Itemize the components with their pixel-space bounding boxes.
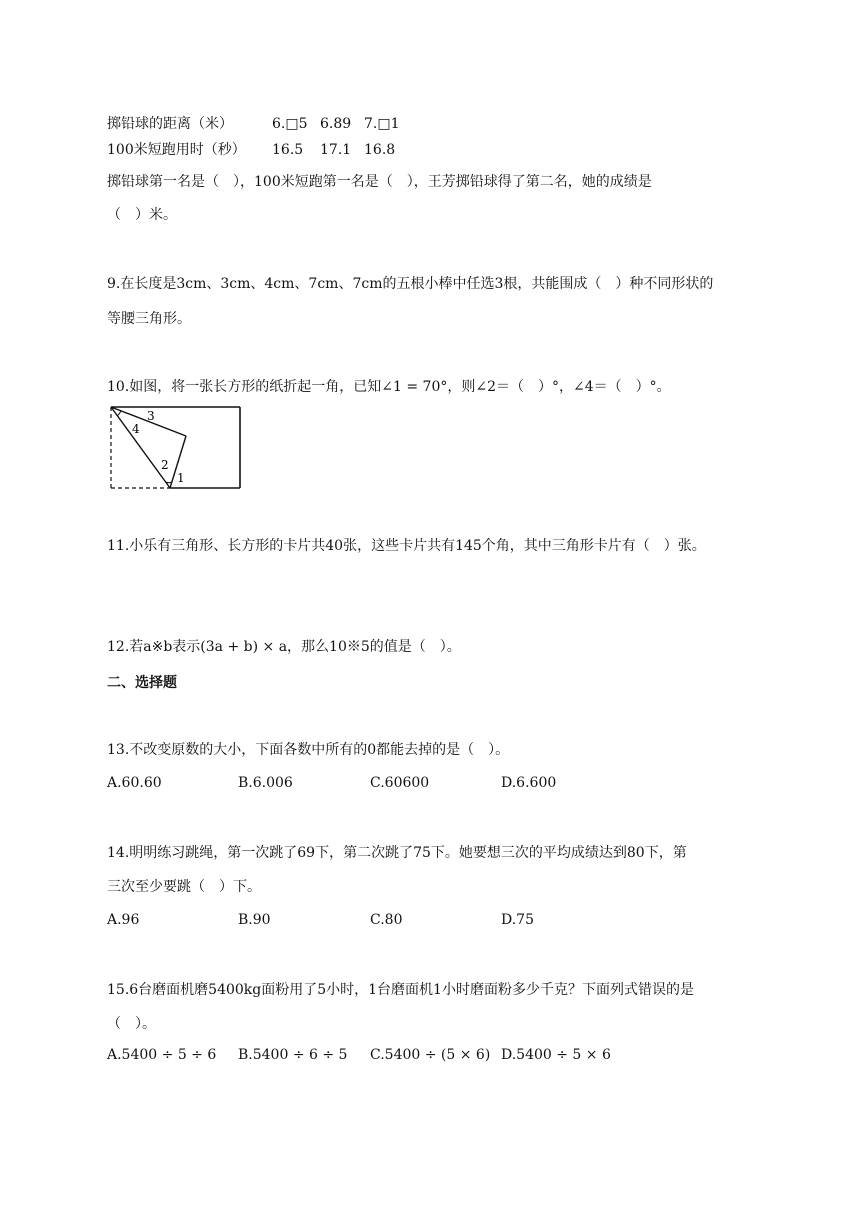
section-title-choice-questions: 二、选择题 bbox=[107, 675, 177, 691]
angle-label-4: 4 bbox=[132, 422, 140, 436]
q15-text-line1: 15.6台磨面机磨5400kg面粉用了5小时，1台磨面机1小时磨面粉多少千克？下面列式错误的是 bbox=[107, 982, 694, 998]
q15-option-a: A.5400 ÷ 5 ÷ 6 bbox=[107, 1047, 217, 1063]
q14-text-line2: 三次至少要跳（ ）下。 bbox=[107, 879, 261, 895]
angle-arc-top bbox=[117, 410, 121, 416]
q15-option-b: B.5400 ÷ 6 ÷ 5 bbox=[238, 1047, 348, 1063]
q14-option-a: A.96 bbox=[107, 912, 140, 928]
q10-text: 10.如图，将一张长方形的纸折起一角，已知∠1 = 70°，则∠2＝（ ）°，∠4＝（ ）°。 bbox=[107, 379, 671, 395]
q8-row-1-value-2: 6.89 bbox=[320, 116, 352, 132]
q14-option-c: C.80 bbox=[370, 912, 403, 928]
angle-label-3: 3 bbox=[147, 409, 155, 423]
q13-text: 13.不改变原数的大小，下面各数中所有的0都能去掉的是（ ）。 bbox=[107, 742, 510, 758]
angle-label-2: 2 bbox=[161, 458, 169, 472]
q8-row-1-value-3: 7.□1 bbox=[364, 116, 400, 132]
angle-arc-bottom bbox=[166, 482, 172, 483]
q8-row-1-label: 掷铅球的距离（米） bbox=[107, 116, 233, 132]
angle-label-1: 1 bbox=[177, 471, 185, 485]
q15-text-line2: （ ）。 bbox=[107, 1016, 156, 1032]
q14-option-d: D.75 bbox=[501, 912, 534, 928]
q15-option-c: C.5400 ÷ (5 × 6) bbox=[370, 1047, 491, 1063]
q8-row-2-value-2: 17.1 bbox=[320, 142, 352, 158]
q8-row-2-label: 100米短跑用时（秒） bbox=[107, 142, 246, 158]
q14-option-b: B.90 bbox=[238, 912, 271, 928]
q8-row-2-value-3: 16.8 bbox=[364, 142, 396, 158]
q9-text-line1: 9.在长度是3cm、3cm、4cm、7cm、7cm的五根小棒中任选3根，共能围成（ ）种不同形状的 bbox=[107, 276, 714, 292]
q8-row-2-value-1: 16.5 bbox=[272, 142, 304, 158]
q8-text-line1: 掷铅球第一名是（ ），100米短跑第一名是（ ），王芳掷铅球得了第二名，她的成绩是 bbox=[107, 174, 652, 190]
q8-text-line2: （ ）米。 bbox=[107, 207, 177, 223]
q8-row-1-value-1: 6.□5 bbox=[272, 116, 308, 132]
q12-text: 12.若a※b表示(3a + b) × a，那么10※5的值是（ ）。 bbox=[107, 639, 461, 655]
q10-folded-rectangle-figure bbox=[108, 404, 244, 492]
q13-option-b: B.6.006 bbox=[238, 775, 293, 791]
q14-text-line1: 14.明明练习跳绳，第一次跳了69下，第二次跳了75下。她要想三次的平均成绩达到80下，第 bbox=[107, 845, 687, 861]
q13-option-a: A.60.60 bbox=[107, 775, 162, 791]
q9-text-line2: 等腰三角形。 bbox=[107, 311, 191, 327]
q11-text: 11.小乐有三角形、长方形的卡片共40张，这些卡片共有145个角，其中三角形卡片有（ ）张。 bbox=[107, 538, 706, 554]
q13-option-d: D.6.600 bbox=[501, 775, 557, 791]
q15-option-d: D.5400 ÷ 5 × 6 bbox=[501, 1047, 611, 1063]
q13-option-c: C.60600 bbox=[370, 775, 430, 791]
